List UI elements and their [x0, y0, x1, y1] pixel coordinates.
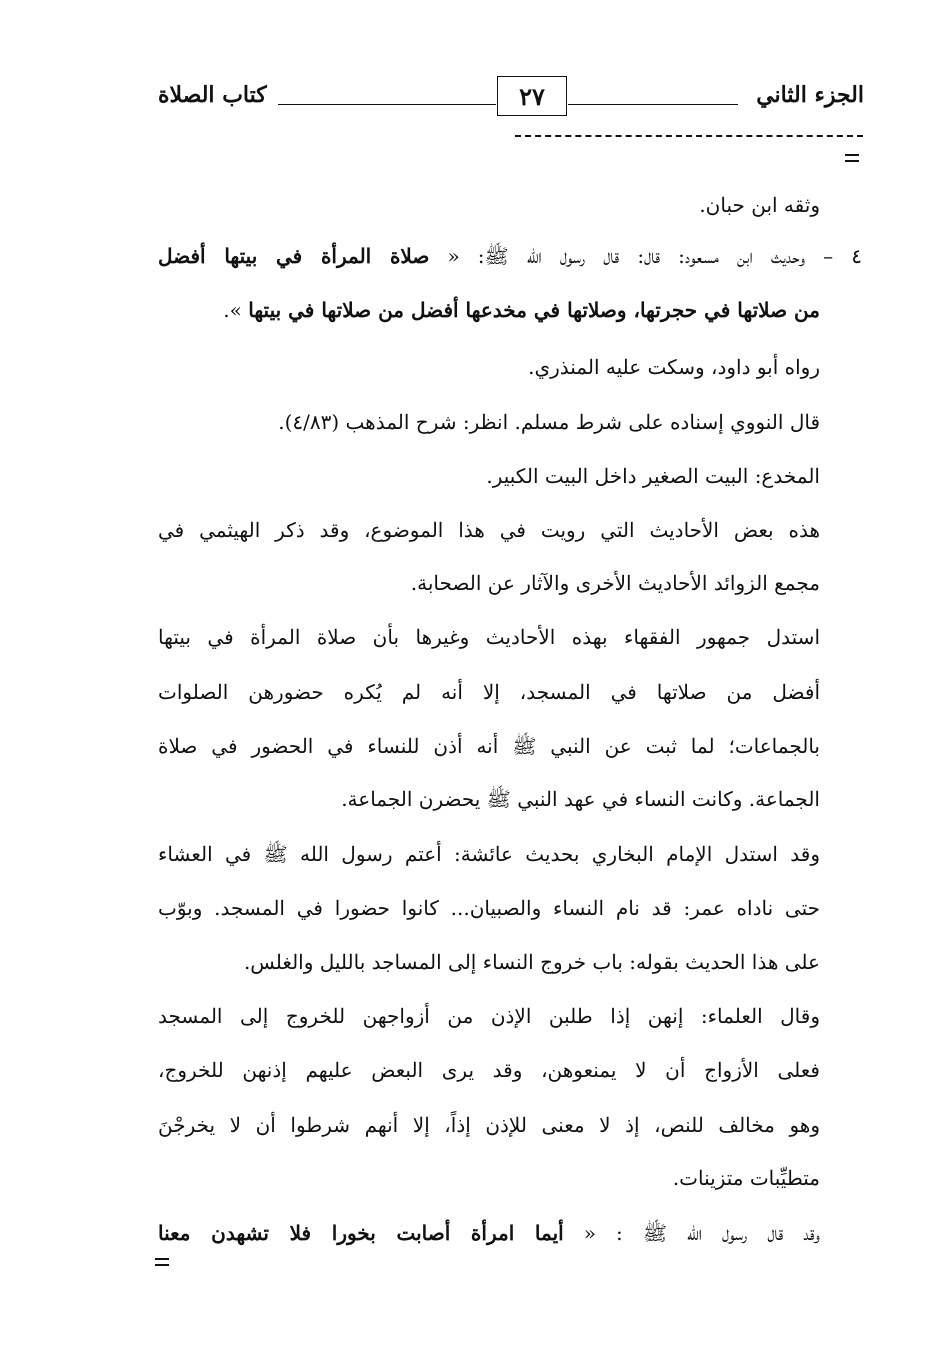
- text-segment: وهو مخالف للنص، إذ لا معنى للإذن إذاً، إلا أنهم شرطوا أن لا يخرجْنَ: [158, 1113, 820, 1137]
- text-line: [528, 352, 820, 382]
- header-dashed-rule: [515, 135, 863, 137]
- text-segment: هذه بعض الأحاديث التي رويت في هذا الموضوع، وقد ذكر الهيثمي في: [158, 518, 820, 542]
- text-line: [158, 1055, 820, 1085]
- text-line: [244, 947, 820, 977]
- bold-quote-segment: صلاة المرأة في بيتها أفضل: [158, 244, 430, 268]
- text-line: [158, 839, 820, 869]
- text-segment: وثقه ابن حبان.: [699, 193, 820, 217]
- running-header-book: كتاب الصلاة: [158, 82, 267, 108]
- text-segment: الجماعة. وكانت النساء في عهد النبي ﷺ يحضرن الجماعة.: [341, 787, 820, 811]
- text-segment: مجمع الزوائد الأحاديث الأخرى والآثار عن الصحابة.: [410, 571, 820, 595]
- continuation-mark-top: [845, 154, 859, 162]
- page-number: ٢٧: [497, 76, 567, 116]
- text-line: [158, 622, 820, 652]
- text-segment: متطيِّبات متزينات.: [672, 1166, 820, 1190]
- text-line: [341, 784, 820, 814]
- text-line: [223, 295, 820, 325]
- text-segment: حتى ناداه عمر: قد نام النساء والصبيان... كانوا حضورا في المسجد. وبوّب: [158, 896, 820, 920]
- text-segment: رواه أبو داود، وسكت عليه المنذري.: [528, 355, 820, 379]
- text-line: [673, 1163, 820, 1193]
- text-segment: وقد قال رسول الله ﷺ : «: [563, 1221, 820, 1245]
- text-segment: أفضل من صلاتها في المسجد، إلا أنه لم يُكره حضورهن الصلوات: [158, 680, 820, 704]
- text-line: [158, 241, 862, 271]
- text-segment: ».: [223, 298, 249, 322]
- text-segment: بالجماعات؛ لما ثبت عن النبي ﷺ أنه أذن للنساء في الحضور في صلاة: [158, 734, 820, 758]
- text-segment: على هذا الحديث بقوله: باب خروج النساء إلى المساجد بالليل والغلس.: [243, 950, 820, 974]
- header-rule-left: [278, 104, 496, 105]
- text-line: [411, 568, 820, 598]
- header-rule-right: [568, 104, 738, 105]
- text-line: [158, 1218, 820, 1248]
- text-segment: قال النووي إسناده على شرط مسلم. انظر: شرح المذهب (٤/٨٣).: [278, 410, 820, 434]
- text-segment: ٤ – وحديث ابن مسعود: قال: قال رسول الله ﷺ: «: [429, 244, 862, 268]
- text-segment: فعلى الأزواج أن لا يمنعوهن، وقد يرى البعض عليهم إذنهن للخروج،: [158, 1058, 820, 1082]
- text-line: [158, 1110, 820, 1140]
- text-line: [158, 893, 820, 923]
- text-segment: استدل جمهور الفقهاء بهذه الأحاديث وغيرها بأن صلاة المرأة في بيتها: [158, 625, 821, 649]
- bold-quote-segment: من صلاتها في حجرتها، وصلاتها في مخدعها أفضل من صلاتها في بيتها: [248, 298, 820, 322]
- text-line: [158, 677, 820, 707]
- text-line: [158, 515, 820, 545]
- text-segment: وقد استدل الإمام البخاري بحديث عائشة: أعتم رسول الله ﷺ في العشاء: [158, 842, 820, 866]
- text-line: [486, 461, 820, 491]
- text-segment: المخدع: البيت الصغير داخل البيت الكبير.: [486, 464, 820, 488]
- text-line: [699, 190, 820, 220]
- text-line: [158, 731, 820, 761]
- bold-quote-segment: أيما امرأة أصابت بخورا فلا تشهدن معنا: [158, 1221, 564, 1245]
- running-header-volume: الجزء الثاني: [756, 82, 864, 108]
- text-segment: وقال العلماء: إنهن إذا طلبن الإذن من أزواجهن للخروج إلى المسجد: [158, 1004, 820, 1028]
- text-line: [158, 1001, 820, 1031]
- continuation-mark-bottom: [155, 1258, 169, 1266]
- text-line: [278, 407, 820, 437]
